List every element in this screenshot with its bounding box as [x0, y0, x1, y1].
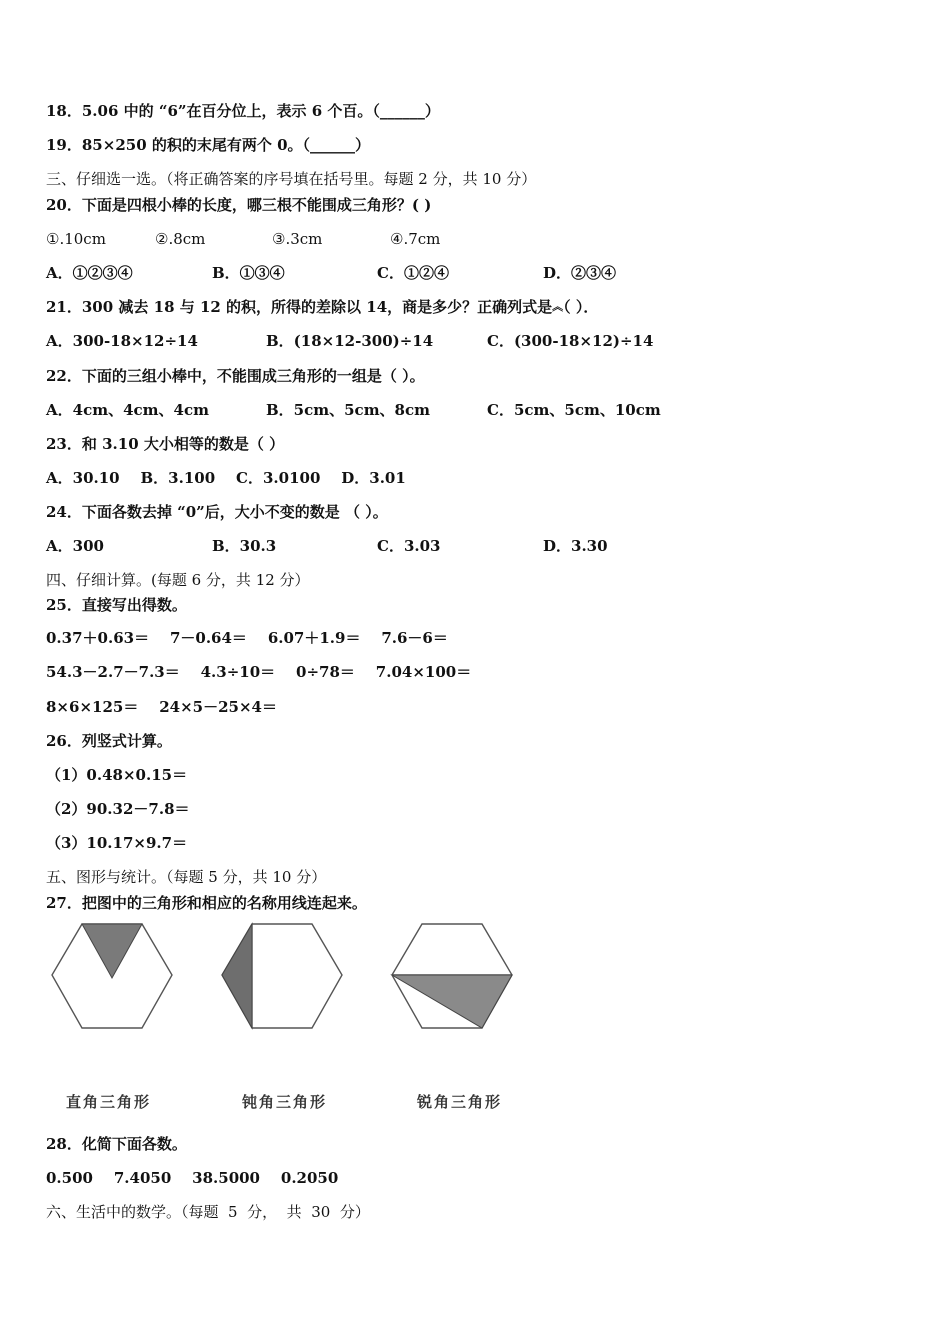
question-19: 19．85×250 的积的末尾有两个 0。（______）: [46, 136, 371, 154]
hexagon-figure-1: [50, 920, 175, 1032]
q24-option-d: D．3.30: [543, 537, 608, 555]
shaded-triangle-3: [392, 975, 512, 1028]
stick-3: ③.3cm: [272, 230, 323, 248]
shaded-triangle-2: [222, 924, 252, 1028]
section-5-heading: 五、图形与统计。（每题 5 分，共 10 分）: [46, 868, 327, 886]
section-3-heading: 三、仔细选一选。（将正确答案的序号填在括号里。每题 2 分，共 10 分）: [46, 170, 537, 188]
question-21-blank: （ ）．: [563, 298, 599, 316]
question-21-stem-text: 21．300 减去 18 与 12 的积，所得的差除以 14，商是多少？正确列式是: [46, 298, 553, 316]
question-21-stem: [46, 297, 598, 317]
q26-item-3: （3）10.17×9.7＝: [46, 834, 188, 852]
shaded-triangle-1: [82, 924, 142, 978]
q26-item-2: （2）90.32－7.8＝: [46, 800, 190, 818]
hexagon-figure-2: [220, 920, 345, 1032]
question-27-stem: 27．把图中的三角形和相应的名称用线连起来。: [46, 894, 367, 912]
hexagon-figure-3: [390, 920, 515, 1032]
q20-option-c: C．①②④: [377, 264, 449, 282]
q21-option-b: B．(18×12-300)÷14: [266, 332, 434, 350]
q22-option-a: A．4cm、4cm、4cm: [46, 401, 209, 419]
question-23-stem: 23．和 3.10 大小相等的数是（ ）: [46, 435, 285, 453]
q21-option-a: A．300-18×12÷14: [46, 332, 198, 350]
stick-4: ④.7cm: [390, 230, 441, 248]
question-22-stem: 22．下面的三组小棒中，不能围成三角形的一组是（ ）。: [46, 367, 425, 385]
label-right-triangle: 直角三角形: [66, 1093, 152, 1111]
q23-options: A．30.10 B．3.100 C．3.0100 D．3.01: [46, 469, 406, 487]
section-4-heading: 四、仔细计算。(每题 6 分，共 12 分）: [46, 571, 310, 589]
q22-option-b: B．5cm、5cm、8cm: [266, 401, 431, 419]
q20-option-a: A．①②③④: [46, 264, 133, 282]
q24-option-b: B．30.3: [212, 537, 277, 555]
question-25-stem: 25．直接写出得数。: [46, 596, 187, 614]
q25-row-1: 0.37＋0.63＝ 7－0.64＝ 6.07＋1.9＝ 7.6－6＝: [46, 629, 448, 647]
q24-option-a: A．300: [46, 537, 104, 555]
q26-item-1: （1）0.48×0.15＝: [46, 766, 188, 784]
stick-2: ②.8cm: [155, 230, 206, 248]
q25-row-2: 54.3－2.7－7.3＝ 4.3÷10＝ 0÷78＝ 7.04×100＝: [46, 663, 472, 681]
question-28-stem: 28．化简下面各数。: [46, 1135, 187, 1153]
stick-1: ①.10cm: [46, 230, 106, 248]
q20-option-d: D．②③④: [543, 264, 617, 282]
question-20-stem: 20．下面是四根小棒的长度，哪三根不能围成三角形？( ): [46, 196, 432, 214]
q22-option-c: C．5cm、5cm、10cm: [487, 401, 661, 419]
section-6-heading: 六、生活中的数学。（每题 5 分， 共 30 分）: [46, 1203, 370, 1221]
q20-option-b: B．①③④: [212, 264, 285, 282]
label-obtuse-triangle: 钝角三角形: [242, 1093, 328, 1111]
q25-row-3: 8×6×125＝ 24×5－25×4＝: [46, 698, 277, 716]
q28-values: 0.500 7.4050 38.5000 0.2050: [46, 1169, 339, 1187]
label-acute-triangle: 锐角三角形: [417, 1093, 503, 1111]
q24-option-c: C．3.03: [377, 537, 441, 555]
question-24-stem: 24．下面各数去掉 “0”后，大小不变的数是 （ ）。: [46, 503, 388, 521]
question-26-stem: 26．列竖式计算。: [46, 732, 172, 750]
hat-mark: ︽: [552, 300, 564, 313]
question-18: 18．5.06 中的 “6”在百分位上，表示 6 个百。（______）: [46, 102, 440, 120]
q21-option-c: C．(300-18×12)÷14: [487, 332, 654, 350]
